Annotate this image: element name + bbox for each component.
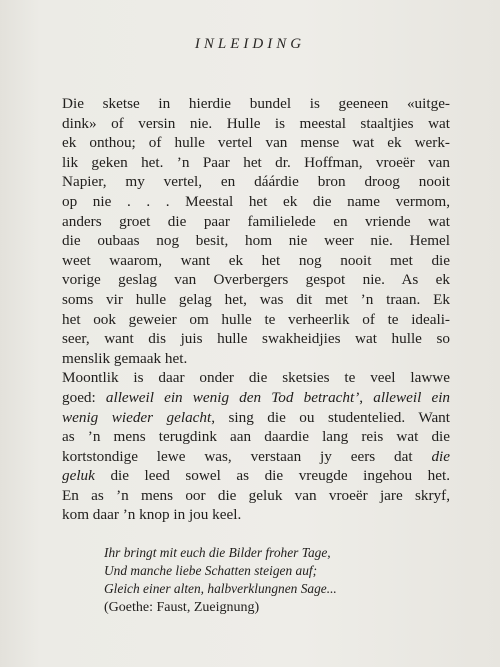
quote-line: Und manche liebe Schatten steigen auf; — [104, 563, 318, 578]
quote-attribution: (Goethe: Faust, Zueignung) — [104, 600, 260, 615]
paragraph-2 — [62, 368, 450, 525]
body-text — [62, 94, 450, 525]
text-line — [62, 408, 450, 428]
text-line: soms vir hulle gelag het, was dit met ’n traan. Ek — [62, 290, 450, 308]
italic-text: wenig wieder gelacht — [62, 408, 212, 426]
quote-line: Gleich einer alten, halbverklungnen Sage... — [104, 581, 337, 596]
text-line: Die sketse in hierdie bundel is geeneen «uitge- — [62, 95, 450, 112]
text-line — [62, 388, 450, 408]
text-segment: , sing die ou studentelied. Want — [211, 408, 450, 426]
text-line: weet waarom, want ek het nog nooit met die — [62, 251, 450, 269]
text-line — [62, 447, 450, 467]
italic-text: geluk — [62, 467, 95, 485]
text-line: die oubaas nog besit, hom nie weer nie. Hemel — [62, 232, 450, 250]
text-line: lik geken het. ’n Paar het dr. Hoffman, vroeër van — [62, 153, 450, 171]
text-line: het ook geweier om hulle te verheerlik of te ideali- — [62, 310, 450, 328]
text-line: Napier, my vertel, en dáárdie bron droog nooit — [62, 173, 450, 191]
text-segment: kortstondige lewe was, verstaan jy eers dat — [62, 447, 432, 465]
text-segment: die leed sowel as die vreugde ingehou het. — [94, 467, 450, 485]
italic-text: alleweil ein wenig den Tod betracht’ — [105, 388, 360, 406]
goethe-quote — [104, 544, 444, 598]
text-line: menslik gemaak het. — [62, 349, 188, 367]
text-line: anders groet die paar familielede en vriende wat — [62, 212, 450, 230]
text-line: as ’n mens terugdink aan daardie lang reis wat die — [62, 428, 450, 446]
text-line: op nie . . . Meestal het ek die name vermom, — [62, 192, 450, 210]
text-line: seer, want dis juis hulle swakheidjies wat hulle so — [62, 330, 450, 348]
text-line — [62, 466, 450, 486]
chapter-heading: INLEIDING — [194, 36, 306, 52]
italic-text: die — [431, 447, 450, 465]
text-line: kom daar ’n knop in jou keel. — [62, 506, 242, 524]
text-line: Moontlik is daar onder die sketsies te veel lawwe — [62, 369, 450, 387]
text-segment: , — [359, 388, 374, 406]
text-line: dink» of versin nie. Hulle is meestal staaltjies wat — [62, 114, 450, 132]
italic-text: alleweil ein — [373, 388, 451, 406]
text-segment: goed: — [62, 388, 106, 406]
paragraph-1 — [62, 94, 450, 368]
text-line: vorige geslag van Overbergers gespot nie. As ek — [62, 271, 450, 289]
quote-line: Ihr bringt mit euch die Bilder froher Tage, — [104, 545, 331, 560]
text-line: En as ’n mens oor die geluk van vroeër jare skryf, — [62, 486, 450, 504]
text-line: ek onthou; of hulle vertel van mense wat ek werk- — [62, 134, 450, 152]
